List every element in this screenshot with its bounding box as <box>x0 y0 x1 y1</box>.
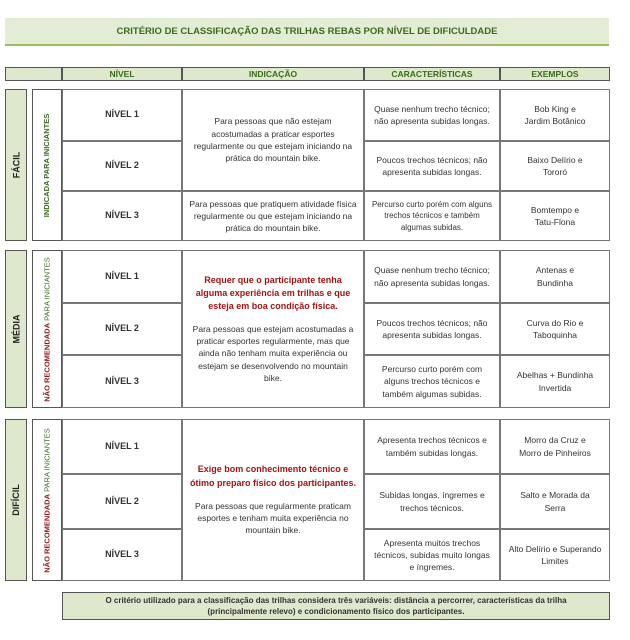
header-corner <box>5 67 62 81</box>
table-cell-caracteristicas: Apresenta trechos técnicos e também subidas longas. <box>364 419 500 474</box>
recommendation-facil: INDICADA PARA INICIANTES <box>32 89 62 241</box>
table-cell-caracteristicas: Poucos trechos técnicos; não apresenta subidas longas. <box>364 141 500 191</box>
difficulty-label-dificil: DIFÍCIL <box>5 419 27 581</box>
indicacao-cell: Para pessoas que não estejam acostumadas a praticar esportes regularmente ou que estejam iniciando na prática do mountain bike. <box>182 89 364 191</box>
warning-text: Exige bom conhecimento técnico e ótimo preparo físico dos participantes. <box>189 464 357 488</box>
table-cell-nivel: NÍVEL 1 <box>62 89 182 141</box>
recommendation-media: NÃO RECOMENDADA PARA INICIANTES <box>32 250 62 408</box>
table-cell-nivel: NÍVEL 3 <box>62 529 182 581</box>
indicacao-text: Para pessoas que regularmente praticam esportes e tenham muita experiência no mountain bike. <box>195 500 351 536</box>
table-cell-caracteristicas: Apresenta muitos trechos técnicos, subidas muito longas e íngremes. <box>364 529 500 581</box>
table-cell-caracteristicas: Poucos trechos técnicos; não apresenta subidas longas. <box>364 303 500 355</box>
table-cell-caracteristicas: Percurso curto porém com alguns trechos técnicos e também algumas subidas. <box>364 355 500 408</box>
header-caracteristicas: CARACTERÍSTICAS <box>364 67 500 81</box>
header-exemplos: EXEMPLOS <box>500 67 610 81</box>
table-cell-nivel: NÍVEL 3 <box>62 191 182 241</box>
indicacao-text: Para pessoas que estejam acostumadas a praticar esportes regularmente, mas que ainda não tenham muita experiência ou estejam se desenvolvendo no mountain bike. <box>192 323 354 384</box>
table-cell-exemplos: Bomtempo e Tatu-Flona <box>500 191 610 241</box>
table-cell-nivel: NÍVEL 2 <box>62 303 182 355</box>
table-cell-exemplos: Antenas e Bundinha <box>500 250 610 303</box>
difficulty-label-facil: FÁCIL <box>5 89 27 241</box>
header-indicacao: INDICAÇÃO <box>182 67 364 81</box>
header-nivel: NÍVEL <box>62 67 182 81</box>
warning-text: Requer que o participante tenha alguma experiência em trilhas e que esteja em boa condição física. <box>195 274 351 311</box>
indicacao-cell <box>182 419 364 581</box>
table-cell-exemplos: Alto Delírio e Superando Limites <box>500 529 610 581</box>
table-cell-nivel: NÍVEL 1 <box>62 419 182 474</box>
table-cell-caracteristicas: Quase nenhum trecho técnico; não apresenta subidas longas. <box>364 89 500 141</box>
table-cell-caracteristicas: Percurso curto porém com alguns trechos técnicos e também algumas subidas. <box>364 191 500 241</box>
table-cell-exemplos: Baixo Delírio e Tororó <box>500 141 610 191</box>
table-cell-nivel: NÍVEL 3 <box>62 355 182 408</box>
table-cell-exemplos: Morro da Cruz e Morro de Pinheiros <box>500 419 610 474</box>
page-title: CRITÉRIO DE CLASSIFICAÇÃO DAS TRILHAS REBAS POR NÍVEL DE DIFICULDADE <box>5 18 609 46</box>
indicacao-cell <box>182 250 364 408</box>
recommendation-dificil: NÃO RECOMENDADA PARA INICIANTES <box>32 419 62 581</box>
indicacao-cell: Para pessoas que pratiquem atividade física regularmente ou que estejam iniciando na prática do mountain bike. <box>182 191 364 241</box>
table-cell-caracteristicas: Quase nenhum trecho técnico; não apresenta subidas longas. <box>364 250 500 303</box>
table-cell-exemplos: Curva do Rio e Taboquinha <box>500 303 610 355</box>
difficulty-label-media: MÉDIA <box>5 250 27 408</box>
table-cell-caracteristicas: Subidas longas, íngremes e trechos técnicos. <box>364 474 500 529</box>
table-cell-nivel: NÍVEL 1 <box>62 250 182 303</box>
footer-note: O critério utilizado para a classificação das trilhas considera três variáveis: distância a percorrer, características da trilha (principalmente relevo) e condicionamento físico dos participantes. <box>62 592 610 620</box>
table-cell-nivel: NÍVEL 2 <box>62 474 182 529</box>
table-cell-nivel: NÍVEL 2 <box>62 141 182 191</box>
table-cell-exemplos: Salto e Morada da Serra <box>500 474 610 529</box>
table-cell-exemplos: Abelhas + Bundinha Invertida <box>500 355 610 408</box>
table-cell-exemplos: Bob King e Jardim Botânico <box>500 89 610 141</box>
